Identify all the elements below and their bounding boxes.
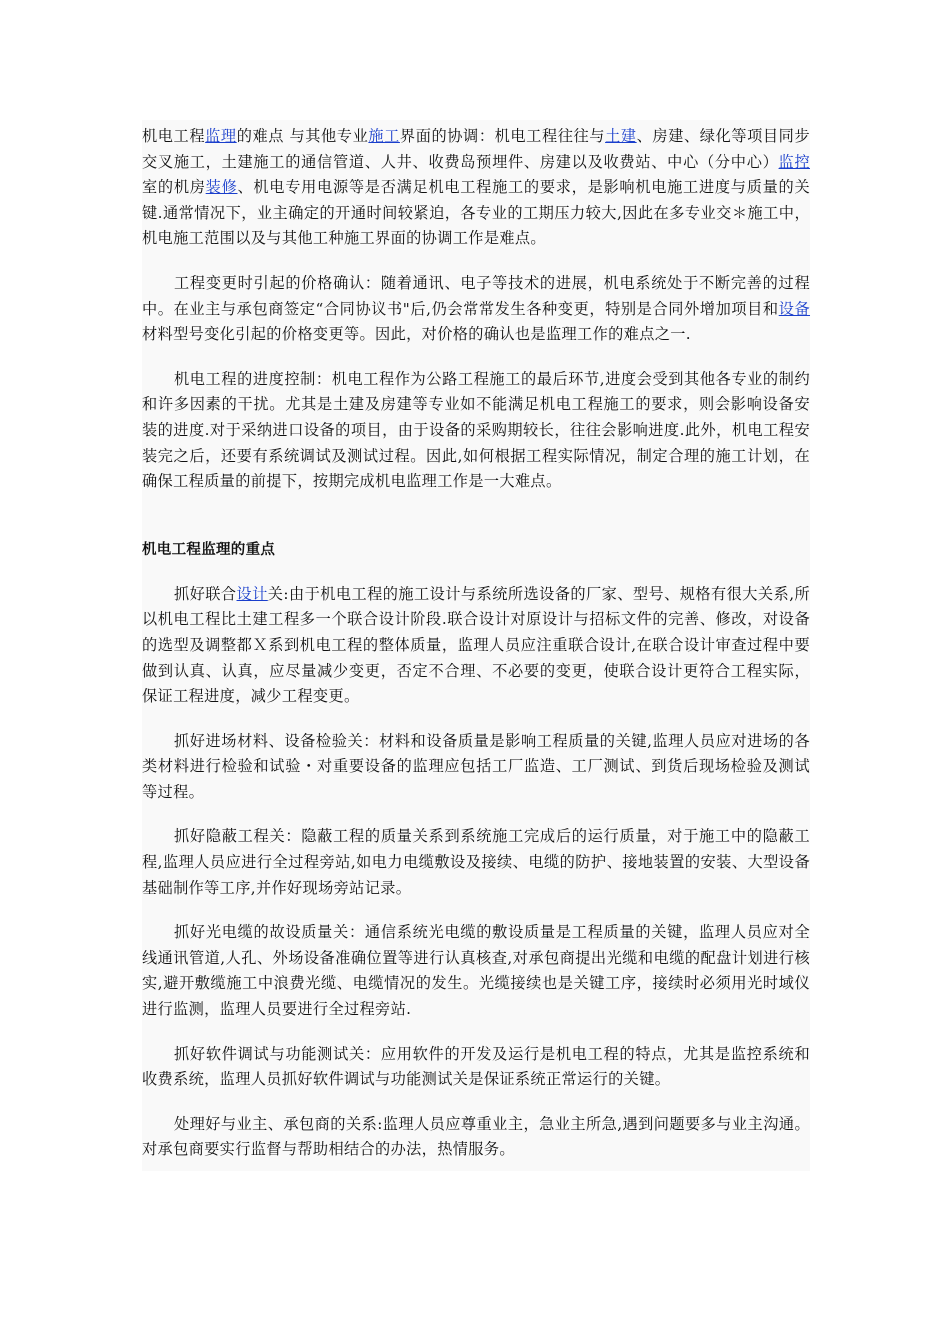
text-run: 的难点 与其他专业 xyxy=(236,127,369,145)
link-jianli[interactable]: 监理 xyxy=(205,127,237,145)
paragraph-joint-design xyxy=(142,582,810,710)
text-run: 室的机房 xyxy=(142,178,206,197)
text-run: 关:由于机电工程的施工设计与系统所选设备的厂家、型号、规格有很大关系,所以机电工程比土建工程多一个联合设计阶段.联合设计对原设计与招标文件的完善、修改，对设备的选型及调整都Ｘ系到机电工程的整体质量，监理人员应注重联合设计,在联合设计审查过程中要做到认真、认真，应尽量减少变更，否定不合理、不必要的变更，使联合设计更符合工程实际，保证工程进度，减少工程变更。 xyxy=(142,584,810,706)
paragraph-concealed-works: 抓好隐蔽工程关：隐蔽工程的质量关系到系统施工完成后的运行质量，对于施工中的隐蔽工程,监理人员应进行全过程旁站,如电力电缆敷设及接续、电缆的防护、接地装置的安装、大型设备基础制作等工序,并作好现场旁站记录。 xyxy=(142,827,810,897)
article-body xyxy=(142,120,810,1171)
link-zhuangxiu[interactable]: 装修 xyxy=(205,178,238,197)
paragraph-difficulty-interface xyxy=(142,124,810,252)
text-run: 工程变更时引起的价格确认：随着通讯、电子等技术的进展，机电系统处于不断完善的过程中。在业主与承包商签定“合同协议书"后,仍会常常发生各种变更，特别是合同外增加项目和 xyxy=(142,273,810,318)
paragraph-software-testing: 抓好软件调试与功能测试关：应用软件的开发及运行是机电工程的特点，尤其是监控系统和收费系统，监理人员抓好软件调试与功能测试关是保证系统正常运行的关键。 xyxy=(142,1044,810,1089)
paragraph-owner-relations: 处理好与业主、承包商的关系:监理人员应尊重业主，急业主所急,遇到问题要多与业主沟通。对承包商要实行监督与帮助相结合的办法，热情服务。 xyxy=(142,1114,810,1159)
paragraph-price-confirmation xyxy=(142,271,810,348)
text-run: 抓好联合 xyxy=(174,584,237,603)
link-sheji[interactable]: 设计 xyxy=(236,584,268,603)
paragraph-progress-control: 机电工程的进度控制：机电工程作为公路工程施工的最后环节,进度会受到其他各专业的制约和许多因素的干扰。尤其是土建及房建等专业如不能满足机电工程施工的要求，则会影响设备安装的进度.对于采纳进口设备的项目，由于设备的采购期较长，往往会影响进度.此外，机电工程安装完之后，还要有系统调试及测试过程。因此,如何根据工程实际情况，制定合理的施工计划，在确保工程质量的前提下，按期完成机电监理工作是一大难点。 xyxy=(142,369,810,491)
text-run: 机电工程 xyxy=(142,127,206,145)
link-jiankong[interactable]: 监控 xyxy=(778,152,810,171)
link-shigong[interactable]: 施工 xyxy=(368,127,400,145)
link-shebei[interactable]: 设备 xyxy=(778,299,811,318)
paragraph-material-inspection: 抓好进场材料、设备检验关：材料和设备质量是影响工程质量的关键,监理人员应对进场的各类材料进行检验和试验・对重要设备的监理应包括工厂监造、工厂测试、到货后现场检验及测试等过程。 xyxy=(142,731,810,801)
text-run: 、机电专用电源等是否满足机电工程施工的要求，是影响机电施工进度与质量的关键.通常情况下，业主确定的开通时间较紧迫，各专业的工期压力较大,因此在多专业交＊施工中，机电施工范围以及与其他工种施工界面的协调工作是难点。 xyxy=(142,178,810,248)
text-run: 界面的协调：机电工程往往与 xyxy=(399,127,606,145)
text-run: 、房建、绿化等项目同步交叉施工，土建施工的通信管道、人井、收费岛预埋件、房建以及收费站、中心（分中心） xyxy=(142,127,810,171)
text-run: 材料型号变化引起的价格变更等。因此，对价格的确认也是监理工作的难点之一. xyxy=(142,325,691,344)
paragraph-cable-laying: 抓好光电缆的故设质量关：通信系统光电缆的敷设质量是工程质量的关键，监理人员应对全线通讯管道,人孔、外场设备准确位置等进行认真核查,对承包商提出光缆和电缆的配盘计划进行核实,避开敷缆施工中浪费光缆、电缆情况的发生。光缆接续也是关键工序，接续时必须用光时域仪进行监测，监理人员要进行全过程旁站. xyxy=(142,923,810,1019)
section-heading: 机电工程监理的重点 xyxy=(142,541,276,558)
link-tujian[interactable]: 土建 xyxy=(605,127,637,145)
